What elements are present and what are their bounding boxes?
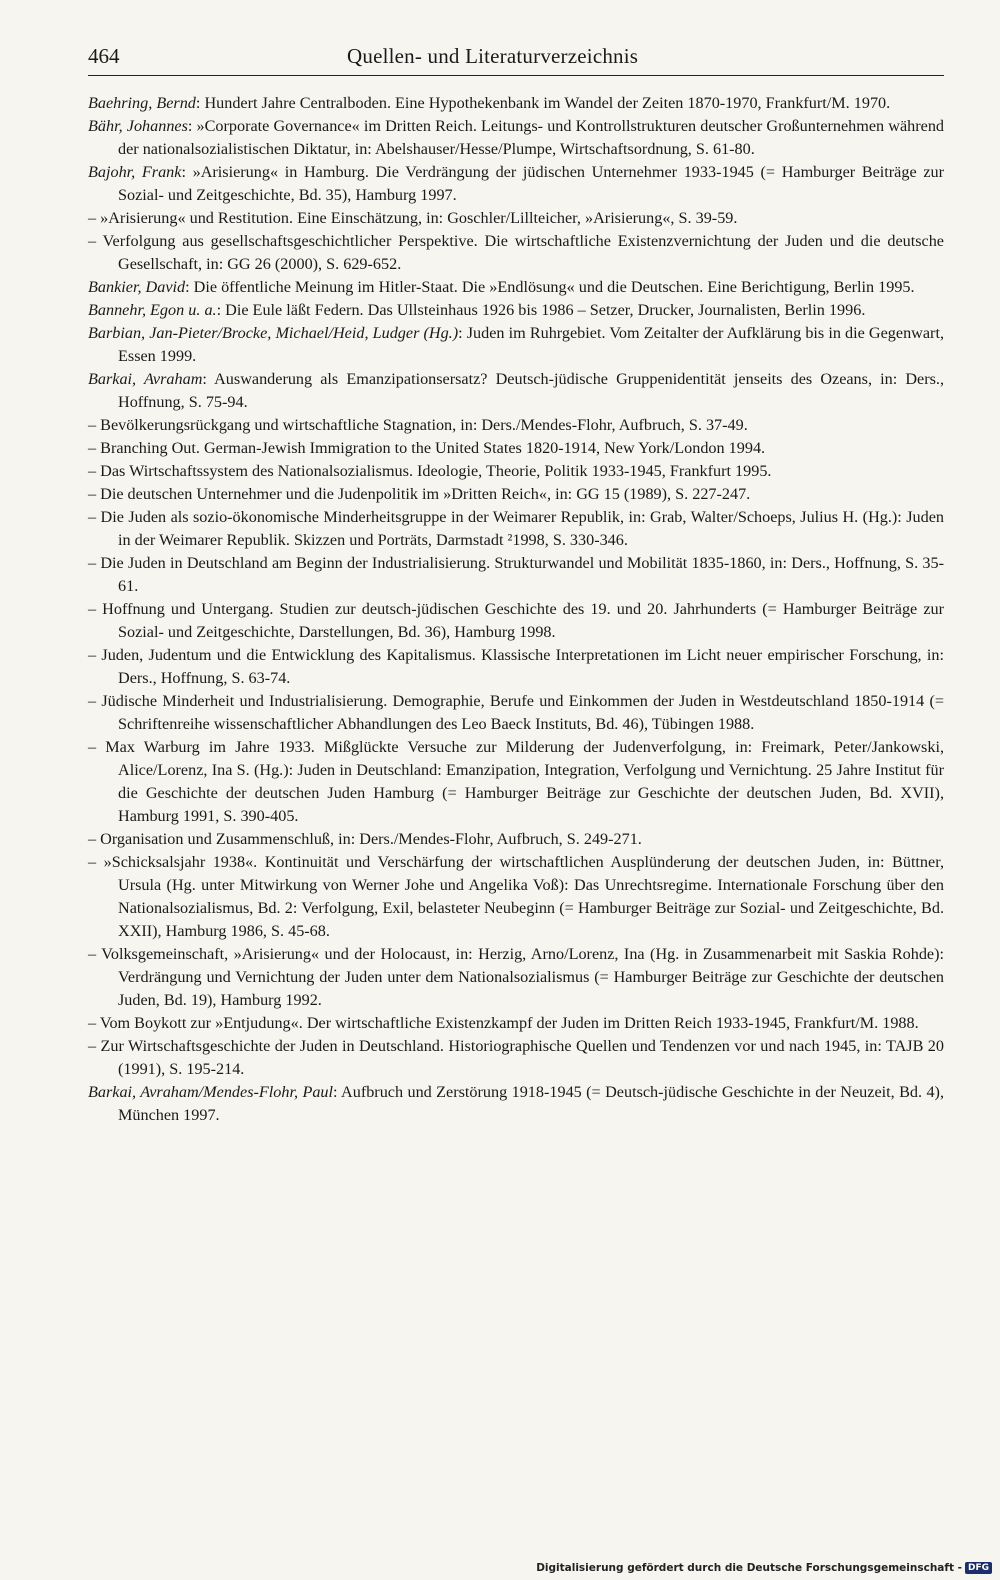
entry-text: – »Arisierung« und Restitution. Eine Einschätzung, in: Goschler/Lillteicher, »Arisierung«, S. 39-59. bbox=[88, 209, 738, 227]
entry-text: – Branching Out. German-Jewish Immigration to the United States 1820-1914, New York/London 1994. bbox=[88, 439, 766, 457]
page-header bbox=[88, 44, 944, 76]
bibliography-entry bbox=[88, 230, 944, 276]
credit-text: Digitalisierung gefördert durch die Deutsche Forschungsgemeinschaft - bbox=[536, 1562, 962, 1574]
bibliography-entry bbox=[88, 161, 944, 207]
bibliography-entry bbox=[88, 460, 944, 483]
bibliography-entry bbox=[88, 552, 944, 598]
bibliography-entry bbox=[88, 943, 944, 1012]
bibliography-entry bbox=[88, 115, 944, 161]
entry-text: : Hundert Jahre Centralboden. Eine Hypothekenbank im Wandel der Zeiten 1870-1970, Frankfurt/M. 1970. bbox=[195, 94, 891, 112]
entry-text: – Verfolgung aus gesellschaftsgeschichtlicher Perspektive. Die wirtschaftliche Existenzvernichtung der Juden und die deutsche Gesellschaft, in: GG 26 (2000), S. 629-652. bbox=[88, 232, 944, 273]
bibliography-entry bbox=[88, 644, 944, 690]
bibliography-entry bbox=[88, 598, 944, 644]
entry-author: Barkai, Avraham/Mendes-Flohr, Paul bbox=[88, 1083, 334, 1101]
entry-text: – Organisation und Zusammenschluß, in: Ders./Mendes-Flohr, Aufbruch, S. 249-271. bbox=[88, 830, 642, 848]
entry-author: Bajohr, Frank bbox=[88, 163, 182, 181]
running-title: Quellen- und Literaturverzeichnis bbox=[347, 44, 639, 68]
entry-text: – Volksgemeinschaft, »Arisierung« und der Holocaust, in: Herzig, Arno/Lorenz, Ina (Hg. in Zusammenarbeit mit Saskia Rohde): Verdrängung und Vernichtung der Juden unter dem Nationalsozialismus (= Hamburger Beiträge zur Geschichte der deutschen Juden, Bd. 19), Hamburg 1992. bbox=[88, 945, 944, 1009]
entry-text: – Das Wirtschaftssystem des Nationalsozialismus. Ideologie, Theorie, Politik 1933-1945, Frankfurt 1995. bbox=[88, 462, 772, 480]
entry-author: Baehring, Bernd bbox=[88, 94, 196, 112]
dfg-logo: DFG bbox=[965, 1562, 992, 1574]
bibliography-entry bbox=[88, 1035, 944, 1081]
entry-author: Bankier, David bbox=[88, 278, 186, 296]
bibliography-entry bbox=[88, 506, 944, 552]
entry-author: Barbian, Jan-Pieter/Brocke, Michael/Heid, Ludger (Hg.) bbox=[88, 324, 459, 342]
page bbox=[88, 44, 944, 1127]
entry-text: : »Arisierung« in Hamburg. Die Verdrängung der jüdischen Unternehmer 1933-1945 (= Hamburger Beiträge zur Sozial- und Zeitgeschichte, Bd. 35), Hamburg 1997. bbox=[118, 163, 944, 204]
entry-text: – Die Juden als sozio-ökonomische Minderheitsgruppe in der Weimarer Republik, in: Grab, Walter/Schoeps, Julius H. (Hg.): Juden in der Weimarer Republik. Skizzen und Porträts, Darmstadt ²1998, S. 330-346. bbox=[88, 508, 944, 549]
entry-text: : Die Eule läßt Federn. Das Ullsteinhaus 1926 bis 1986 – Setzer, Drucker, Journalisten, Berlin 1996. bbox=[216, 301, 866, 319]
bibliography-entry bbox=[88, 437, 944, 460]
entry-text: : Die öffentliche Meinung im Hitler-Staat. Die »Endlösung« und die Deutschen. Eine Berichtigung, Berlin 1995. bbox=[185, 278, 915, 296]
entry-author: Barkai, Avraham bbox=[88, 370, 203, 388]
bibliography-entry bbox=[88, 276, 944, 299]
bibliography-entry bbox=[88, 368, 944, 414]
entry-text: : Auswanderung als Emanzipationsersatz? Deutsch-jüdische Gruppenidentität jenseits des Ozeans, in: Ders., Hoffnung, S. 75-94. bbox=[118, 370, 944, 411]
bibliography-entry bbox=[88, 299, 944, 322]
bibliography-list bbox=[88, 92, 944, 1127]
entry-text: – Max Warburg im Jahre 1933. Mißglückte Versuche zur Milderung der Judenverfolgung, in: Freimark, Peter/Jankowski, Alice/Lorenz, Ina S. (Hg.): Juden in Deutschland: Emanzipation, Integration, Verfolgung und Vernichtung. 25 Jahre Institut für die Geschichte der deutschen Juden Hamburg (= Hamburger Beiträge zur Geschichte der deutschen Juden, Bd. XVII), Hamburg 1991, S. 390-405. bbox=[88, 738, 944, 825]
entry-text: – »Schicksalsjahr 1938«. Kontinuität und Verschärfung der wirtschaftlichen Ausplünderung der deutschen Juden, in: Büttner, Ursula (Hg. unter Mitwirkung von Werner Johe und Angelika Voß): Das Unrechtsregime. Internationale Forschung über den Nationalsozialismus, Bd. 2: Verfolgung, Exil, belasteter Neubeginn (= Hamburger Beiträge zur Sozial- und Zeitgeschichte, Bd. XXII), Hamburg 1986, S. 45-68. bbox=[88, 853, 944, 940]
entry-author: Bähr, Johannes bbox=[88, 117, 188, 135]
entry-text: – Jüdische Minderheit und Industrialisierung. Demographie, Berufe und Einkommen der Juden in Westdeutschland 1850-1914 (= Schriftenreihe wissenschaftlicher Abhandlungen des Leo Baeck Instituts, Bd. 46), Tübingen 1988. bbox=[88, 692, 944, 733]
bibliography-entry bbox=[88, 736, 944, 828]
entry-text: : Aufbruch und Zerstörung 1918-1945 (= Deutsch-jüdische Geschichte in der Neuzeit, Bd. 4), München 1997. bbox=[118, 1083, 944, 1124]
bibliography-entry bbox=[88, 322, 944, 368]
bibliography-entry bbox=[88, 1012, 944, 1035]
entry-text: – Zur Wirtschaftsgeschichte der Juden in Deutschland. Historiographische Quellen und Tendenzen vor und nach 1945, in: TAJB 20 (1991), S. 195-214. bbox=[88, 1037, 944, 1078]
bibliography-entry bbox=[88, 414, 944, 437]
entry-text: : »Corporate Governance« im Dritten Reich. Leitungs- und Kontrollstrukturen deutscher Großunternehmen während der nationalsozialistischen Diktatur, in: Abelshauser/Hesse/Plumpe, Wirtschaftsordnung, S. 61-80. bbox=[118, 117, 945, 158]
entry-text: – Juden, Judentum und die Entwicklung des Kapitalismus. Klassische Interpretationen im Licht neuer empirischer Forschung, in: Ders., Hoffnung, S. 63-74. bbox=[88, 646, 944, 687]
digitization-credit bbox=[536, 1562, 992, 1574]
entry-text: – Bevölkerungsrückgang und wirtschaftliche Stagnation, in: Ders./Mendes-Flohr, Aufbruch, S. 37-49. bbox=[88, 416, 748, 434]
bibliography-entry bbox=[88, 483, 944, 506]
bibliography-entry bbox=[88, 92, 944, 115]
entry-text: : Juden im Ruhrgebiet. Vom Zeitalter der Aufklärung bis in die Gegenwart, Essen 1999. bbox=[118, 324, 944, 365]
bibliography-entry bbox=[88, 828, 944, 851]
entry-text: – Vom Boykott zur »Entjudung«. Der wirtschaftliche Existenzkampf der Juden im Dritten Reich 1933-1945, Frankfurt/M. 1988. bbox=[88, 1014, 919, 1032]
entry-text: – Die deutschen Unternehmer und die Judenpolitik im »Dritten Reich«, in: GG 15 (1989), S. 227-247. bbox=[88, 485, 751, 503]
entry-author: Bannehr, Egon u. a. bbox=[88, 301, 217, 319]
entry-text: – Hoffnung und Untergang. Studien zur deutsch-jüdischen Geschichte des 19. und 20. Jahrhunderts (= Hamburger Beiträge zur Sozial- und Zeitgeschichte, Darstellungen, Bd. 36), Hamburg 1998. bbox=[88, 600, 944, 641]
bibliography-entry bbox=[88, 207, 944, 230]
bibliography-entry bbox=[88, 1081, 944, 1127]
entry-text: – Die Juden in Deutschland am Beginn der Industrialisierung. Strukturwandel und Mobilität 1835-1860, in: Ders., Hoffnung, S. 35-61. bbox=[88, 554, 944, 595]
page-number: 464 bbox=[88, 44, 120, 68]
bibliography-entry bbox=[88, 690, 944, 736]
bibliography-entry bbox=[88, 851, 944, 943]
